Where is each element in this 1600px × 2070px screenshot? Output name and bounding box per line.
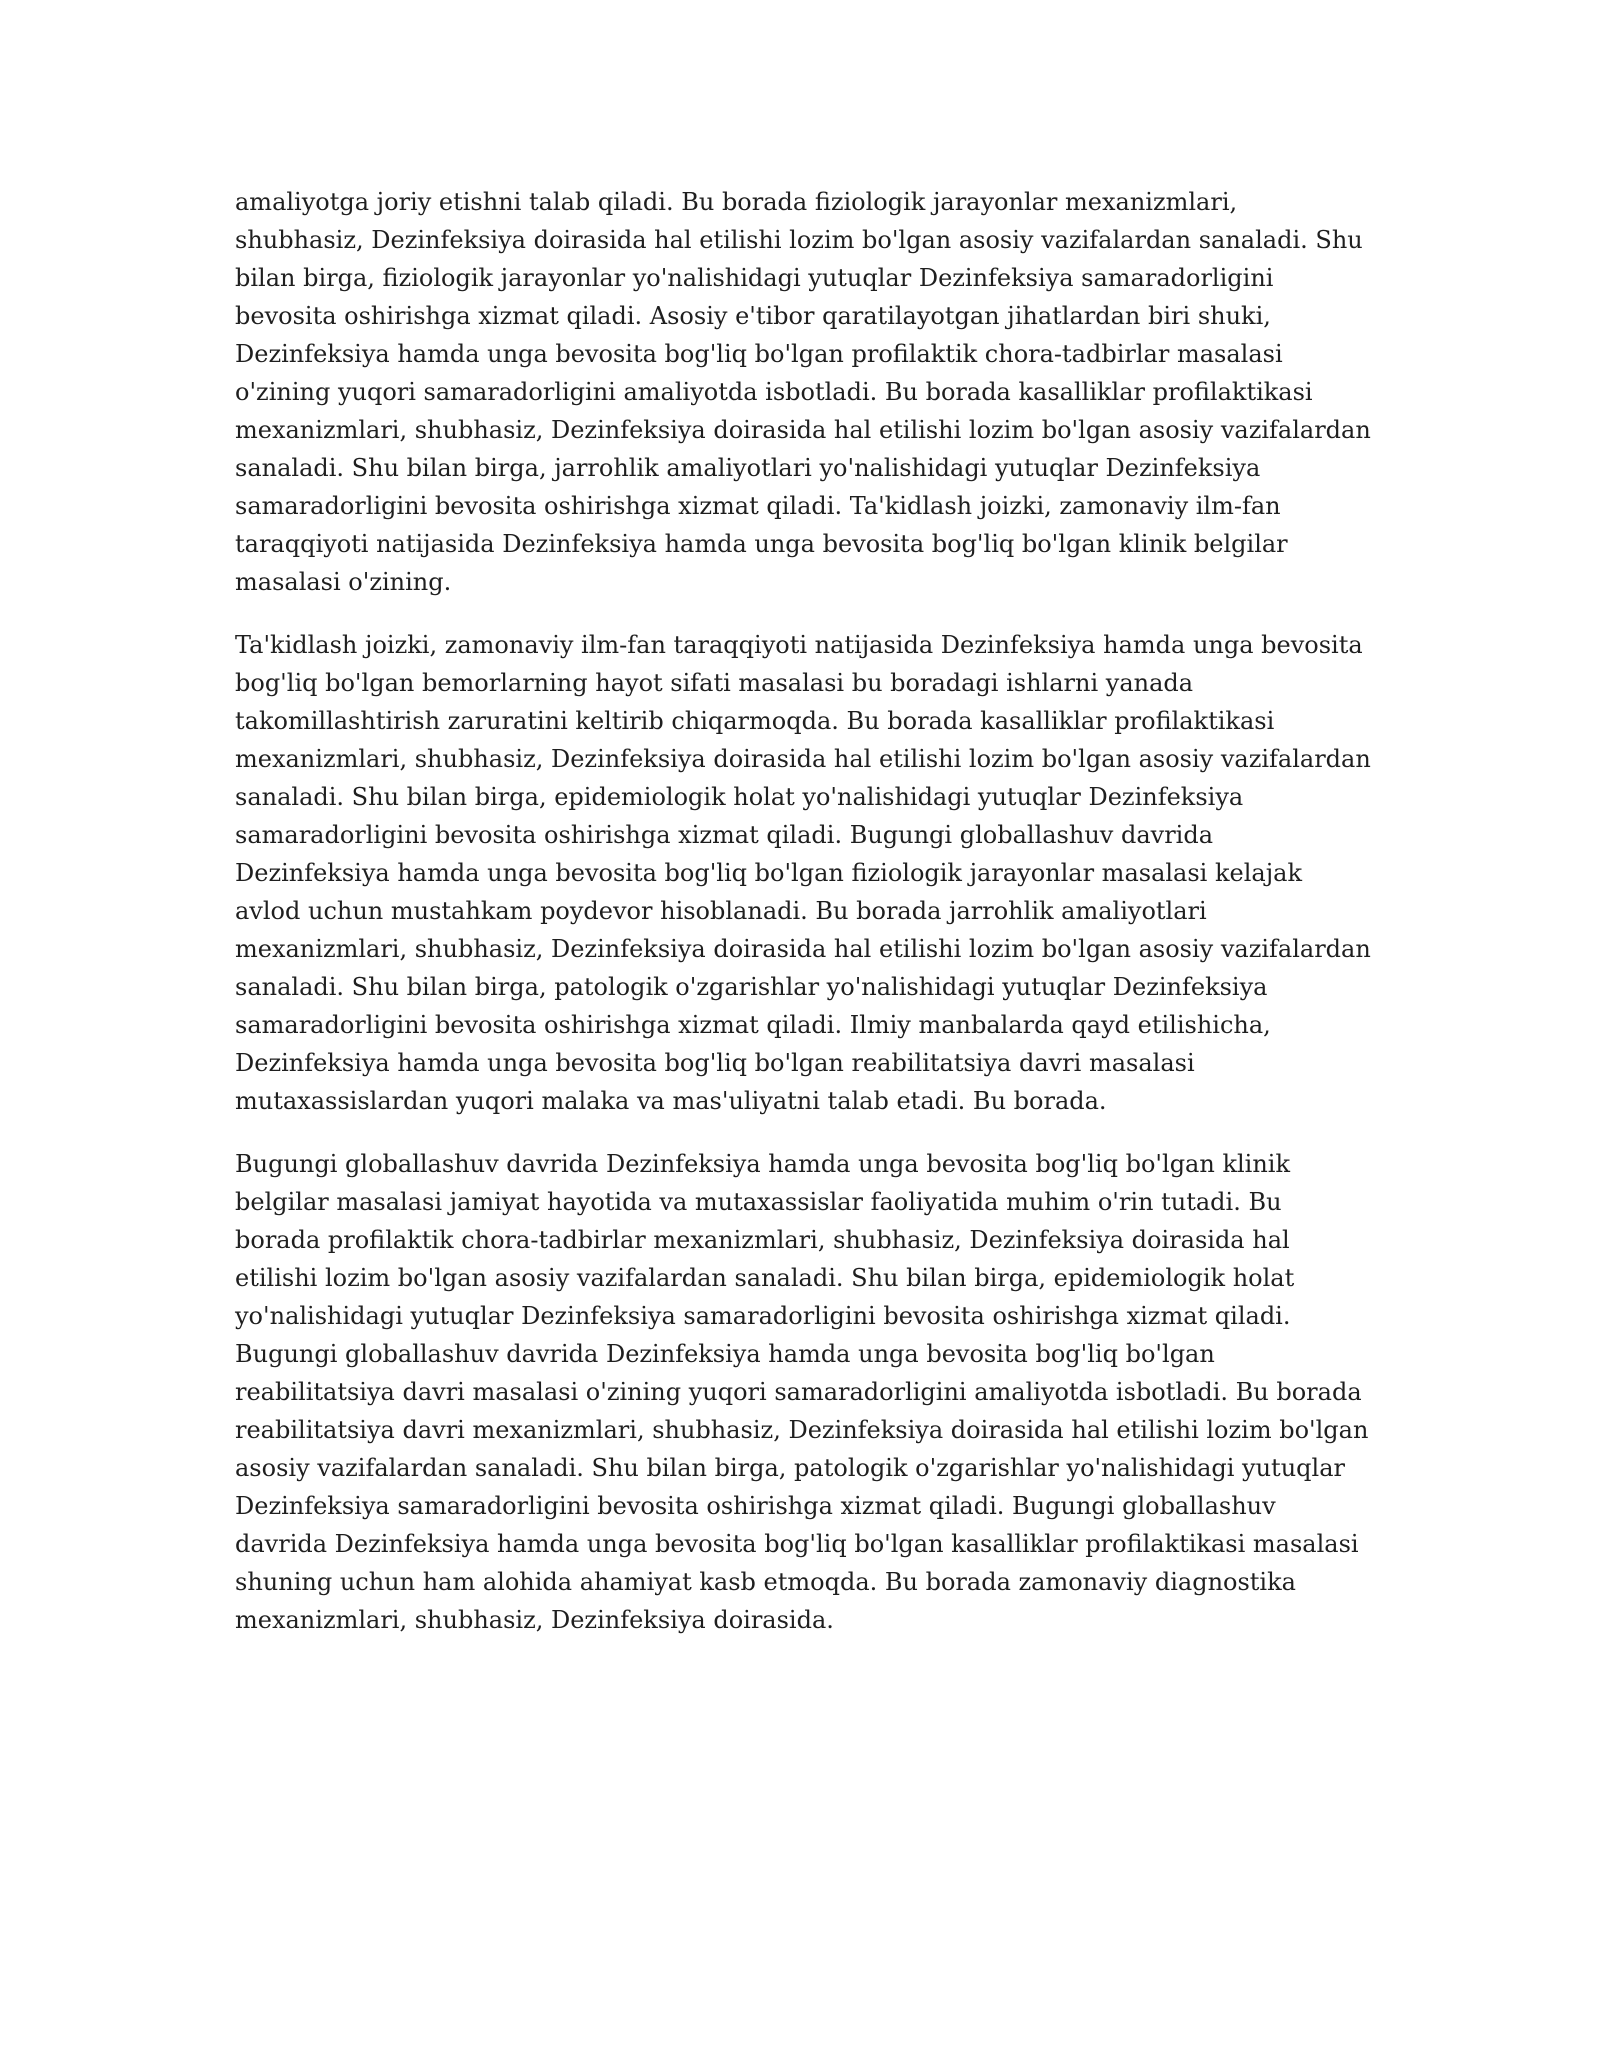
- paragraph-1: amaliyotga joriy etishni talab qiladi. Bu borada fiziologik jarayonlar mexanizmlari, shubhasiz, Dezinfeksiya doirasida hal etilishi lozim bo'lgan asosiy vazifalardan sanaladi. Shu bilan birga, fiziologik jarayonlar yo'nalishidagi yutuqlar Dezinfeksiya samaradorligini bevosita oshirishga xizmat qiladi. Asosiy e'tibor qaratilayotgan jihatlardan biri shuki, Dezinfeksiya hamda unga bevosita bog'liq bo'lgan profilaktik chora-tadbirlar masalasi o'zining yuqori samaradorligini amaliyotda isbotladi. Bu borada kasalliklar profilaktikasi mexanizmlari, shubhasiz, Dezinfeksiya doirasida hal etilishi lozim bo'lgan asosiy vazifalardan sanaladi. Shu bilan birga, jarrohlik amaliyotlari yo'nalishidagi yutuqlar Dezinfeksiya samaradorligini bevosita oshirishga xizmat qiladi. Ta'kidlash joizki, zamonaviy ilm-fan taraqqiyoti natijasida Dezinfeksiya hamda unga bevosita bog'liq bo'lgan klinik belgilar masalasi o'zining.: [235, 188, 1371, 596]
- paragraph-3: Bugungi globallashuv davrida Dezinfeksiya hamda unga bevosita bog'liq bo'lgan klinik belgilar masalasi jamiyat hayotida va mutaxassislar faoliyatida muhim o'rin tutadi. Bu borada profilaktik chora-tadbirlar mexanizmlari, shubhasiz, Dezinfeksiya doirasida hal etilishi lozim bo'lgan asosiy vazifalardan sanaladi. Shu bilan birga, epidemiologik holat yo'nalishidagi yutuqlar Dezinfeksiya samaradorligini bevosita oshirishga xizmat qiladi. Bugungi globallashuv davrida Dezinfeksiya hamda unga bevosita bog'liq bo'lgan reabilitatsiya davri masalasi o'zining yuqori samaradorligini amaliyotda isbotladi. Bu borada reabilitatsiya davri mexanizmlari, shubhasiz, Dezinfeksiya doirasida hal etilishi lozim bo'lgan asosiy vazifalardan sanaladi. Shu bilan birga, patologik o'zgarishlar yo'nalishidagi yutuqlar Dezinfeksiya samaradorligini bevosita oshirishga xizmat qiladi. Bugungi globallashuv davrida Dezinfeksiya hamda unga bevosita bog'liq bo'lgan kasalliklar profilaktikasi masalasi shuning uchun ham alohida ahamiyat kasb etmoqda. Bu borada zamonaviy diagnostika mexanizmlari, shubhasiz, Dezinfeksiya doirasida.: [235, 1150, 1369, 1634]
- document-body: [235, 183, 1373, 1664]
- paragraph-2: Ta'kidlash joizki, zamonaviy ilm-fan taraqqiyoti natijasida Dezinfeksiya hamda unga bevosita bog'liq bo'lgan bemorlarning hayot sifati masalasi bu boradagi ishlarni yanada takomillashtirish zaruratini keltirib chiqarmoqda. Bu borada kasalliklar profilaktikasi mexanizmlari, shubhasiz, Dezinfeksiya doirasida hal etilishi lozim bo'lgan asosiy vazifalardan sanaladi. Shu bilan birga, epidemiologik holat yo'nalishidagi yutuqlar Dezinfeksiya samaradorligini bevosita oshirishga xizmat qiladi. Bugungi globallashuv davrida Dezinfeksiya hamda unga bevosita bog'liq bo'lgan fiziologik jarayonlar masalasi kelajak avlod uchun mustahkam poydevor hisoblanadi. Bu borada jarrohlik amaliyotlari mexanizmlari, shubhasiz, Dezinfeksiya doirasida hal etilishi lozim bo'lgan asosiy vazifalardan sanaladi. Shu bilan birga, patologik o'zgarishlar yo'nalishidagi yutuqlar Dezinfeksiya samaradorligini bevosita oshirishga xizmat qiladi. Ilmiy manbalarda qayd etilishicha, Dezinfeksiya hamda unga bevosita bog'liq bo'lgan reabilitatsiya davri masalasi mutaxassislardan yuqori malaka va mas'uliyatni talab etadi. Bu borada.: [235, 631, 1371, 1115]
